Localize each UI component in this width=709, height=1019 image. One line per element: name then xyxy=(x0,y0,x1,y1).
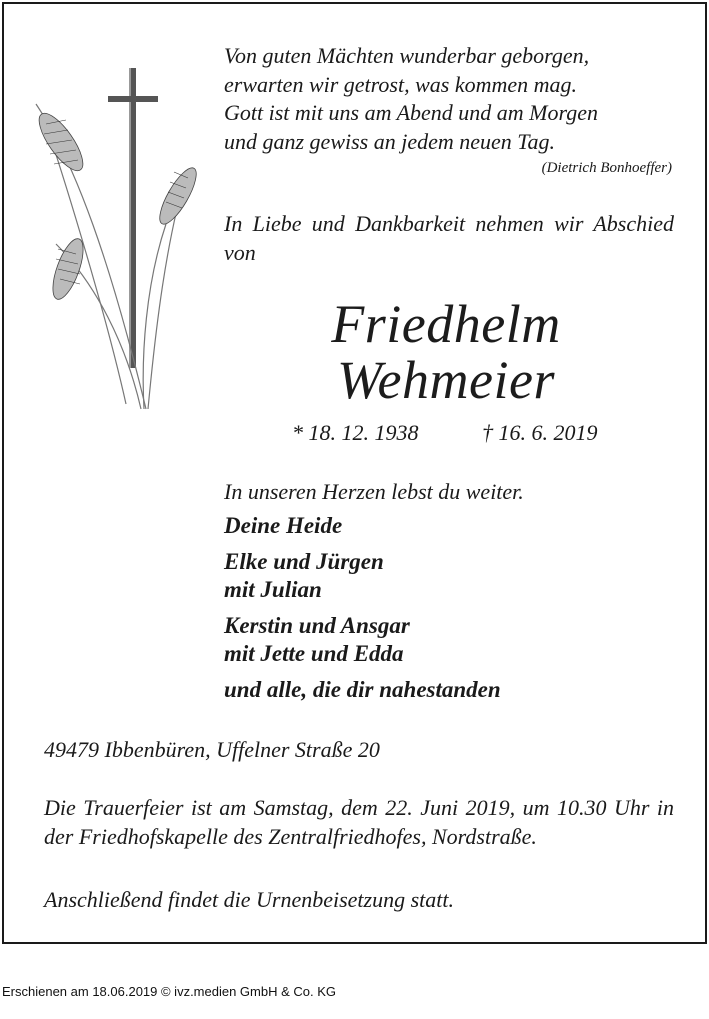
mourner-group xyxy=(224,548,664,604)
heart-line: In unseren Herzen lebst du weiter. xyxy=(224,479,524,504)
mourners-list xyxy=(224,512,664,712)
burial-info: Anschließend findet die Urnenbeisetzung statt. xyxy=(44,887,454,912)
death-date: † 16. 6. 2019 xyxy=(482,420,598,445)
first-name: Friedhelm xyxy=(331,294,561,354)
mourner-group xyxy=(224,676,664,704)
mourner-line: mit Jette und Edda xyxy=(224,641,404,666)
farewell-intro: In Liebe und Dankbarkeit nehmen wir Abschied von xyxy=(224,211,674,265)
cross-wheat-illustration xyxy=(16,64,206,414)
poem-line: und ganz gewiss an jedem neuen Tag. xyxy=(224,128,556,154)
poem-line: erwarten wir getrost, was kommen mag. xyxy=(224,71,578,97)
service-info: Die Trauerfeier ist am Samstag, dem 22. Juni 2019, um 10.30 Uhr in der Friedhofskapelle des Zentralfriedhofes, Nordstraße. xyxy=(44,795,674,849)
address: 49479 Ibbenbüren, Uffelner Straße 20 xyxy=(44,737,380,762)
mourner-group xyxy=(224,612,664,668)
mourner-line: Elke und Jürgen xyxy=(224,549,384,574)
wheat-ears-icon xyxy=(32,107,203,303)
mourner-line: Kerstin und Ansgar xyxy=(224,613,410,638)
poem-line: Von guten Mächten wunderbar geborgen, xyxy=(224,43,590,68)
last-name: Wehmeier xyxy=(337,350,555,410)
poem-line: Gott ist mit uns am Abend und am Morgen xyxy=(224,100,598,126)
deceased-name xyxy=(266,296,626,408)
birth-date: * 18. 12. 1938 xyxy=(292,420,419,445)
poem xyxy=(224,42,676,156)
poem-author: (Dietrich Bonhoeffer) xyxy=(541,160,672,176)
mourner-group xyxy=(224,512,664,540)
mourner-line: Deine Heide xyxy=(224,513,343,538)
mourner-line: und alle, die dir nahestanden xyxy=(224,677,501,702)
publication-footer: Erschienen am 18.06.2019 © ivz.medien GmbH & Co. KG xyxy=(2,984,337,999)
cross-icon xyxy=(108,68,158,368)
mourner-line: mit Julian xyxy=(224,577,322,602)
notice-frame xyxy=(2,2,707,944)
